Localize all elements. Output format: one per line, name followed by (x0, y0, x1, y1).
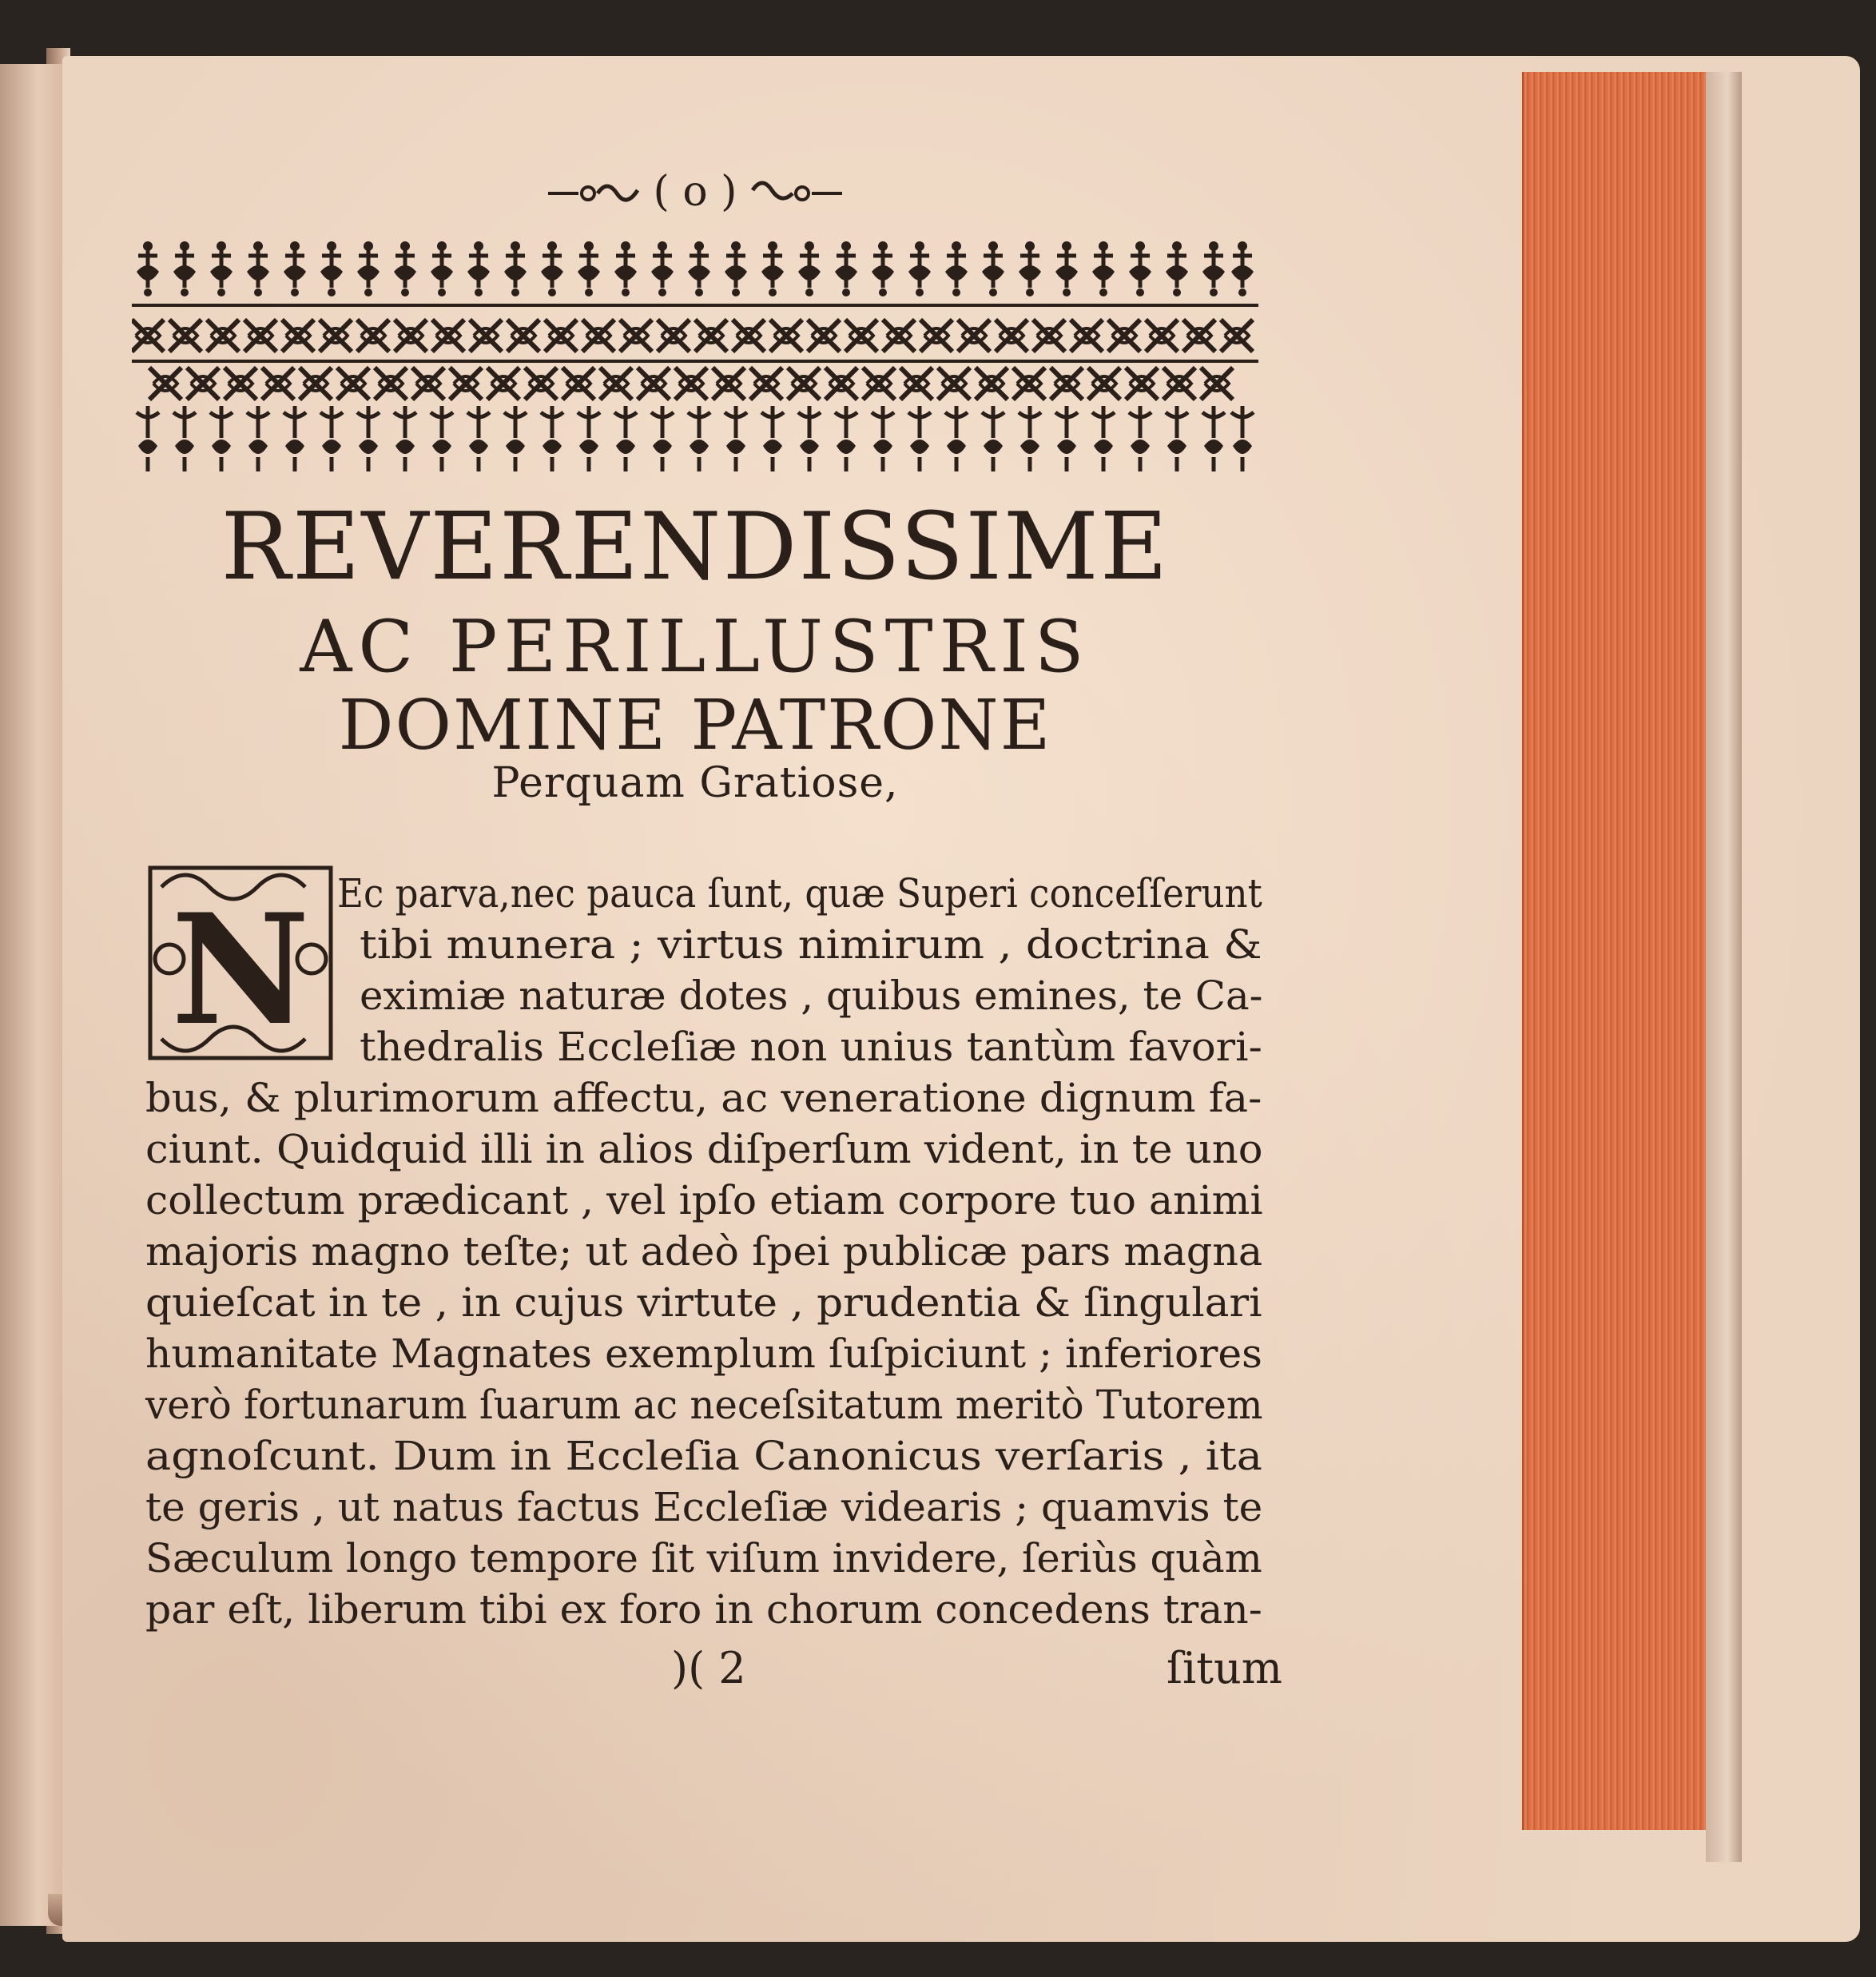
page-mark: ( o ) (653, 168, 737, 216)
left-page-edge (0, 64, 64, 1926)
headpiece-row-top (137, 241, 1254, 296)
body-line-15: par eſt, liberum tibi ex foro in chorum concedens tran- (145, 1586, 1262, 1633)
body-line-12: agnoſcunt. Dum in Eccleſia Canonicus verſaris , ita (145, 1433, 1262, 1479)
heading-line-2: AC PERILLUSTRIS (300, 605, 1091, 689)
header-ornament-left-icon (547, 176, 642, 208)
fore-edge-shadow (1706, 72, 1742, 1862)
body-line-1: Ec parva,nec pauca ſunt, quæ Superi conceſſerunt (337, 870, 1262, 917)
body-line-5: bus, & plurimorum affectu, ac veneratione dignum fa- (145, 1075, 1262, 1121)
body-line-6: ciunt. Quidquid illi in alios diſperſum vident, in te uno (145, 1126, 1263, 1172)
heading-line-3: DOMINE PATRONE (338, 686, 1052, 766)
decorated-initial (145, 863, 336, 1063)
headpiece-row-middle (132, 320, 1253, 352)
body-line-14: Sæculum longo tempore ſit viſum invidere, ſeriùs quàm (145, 1535, 1262, 1581)
heading-line-4: Perquam Gratiose, (491, 759, 899, 807)
ornamental-headpiece (132, 240, 1258, 479)
body-line-3: eximiæ naturæ dotes , quibus emines, te Ca- (360, 973, 1263, 1019)
body-line-4: thedralis Eccleſiæ non unius tantùm favori- (360, 1024, 1262, 1070)
red-fore-edge (1522, 72, 1707, 1830)
signature-mark: )( 2 (671, 1643, 746, 1693)
page-header (511, 164, 879, 220)
body-line-8: majoris magno teſte; ut adeò ſpei publicæ pars magna (145, 1228, 1263, 1275)
headpiece-row-knots-2 (149, 368, 1233, 400)
body-line-7: collectum prædicant , vel ipſo etiam corpore tuo animi (145, 1177, 1263, 1223)
body-line-10: humanitate Magnates exemplum ſuſpiciunt ; inferiores (145, 1331, 1262, 1377)
body-line-13: te geris , ut natus factus Eccleſiæ videaris ; quamvis te (145, 1484, 1263, 1530)
body-line-9: quieſcat in te , in cujus virtute , prudentia & ſingulari (145, 1279, 1262, 1326)
body-line-11: verò fortunarum ſuarum ac neceſsitatum meritò Tutorem (145, 1382, 1263, 1428)
heading-line-1: REVERENDISSIME (221, 493, 1170, 601)
headpiece-row-bottom (137, 406, 1254, 471)
initial-letter: N (171, 881, 310, 1059)
body-line-2: tibi munera ; virtus nimirum , doctrina & (360, 921, 1262, 968)
header-ornament-right-icon (748, 176, 844, 208)
catchword: ſitum (1167, 1643, 1282, 1693)
